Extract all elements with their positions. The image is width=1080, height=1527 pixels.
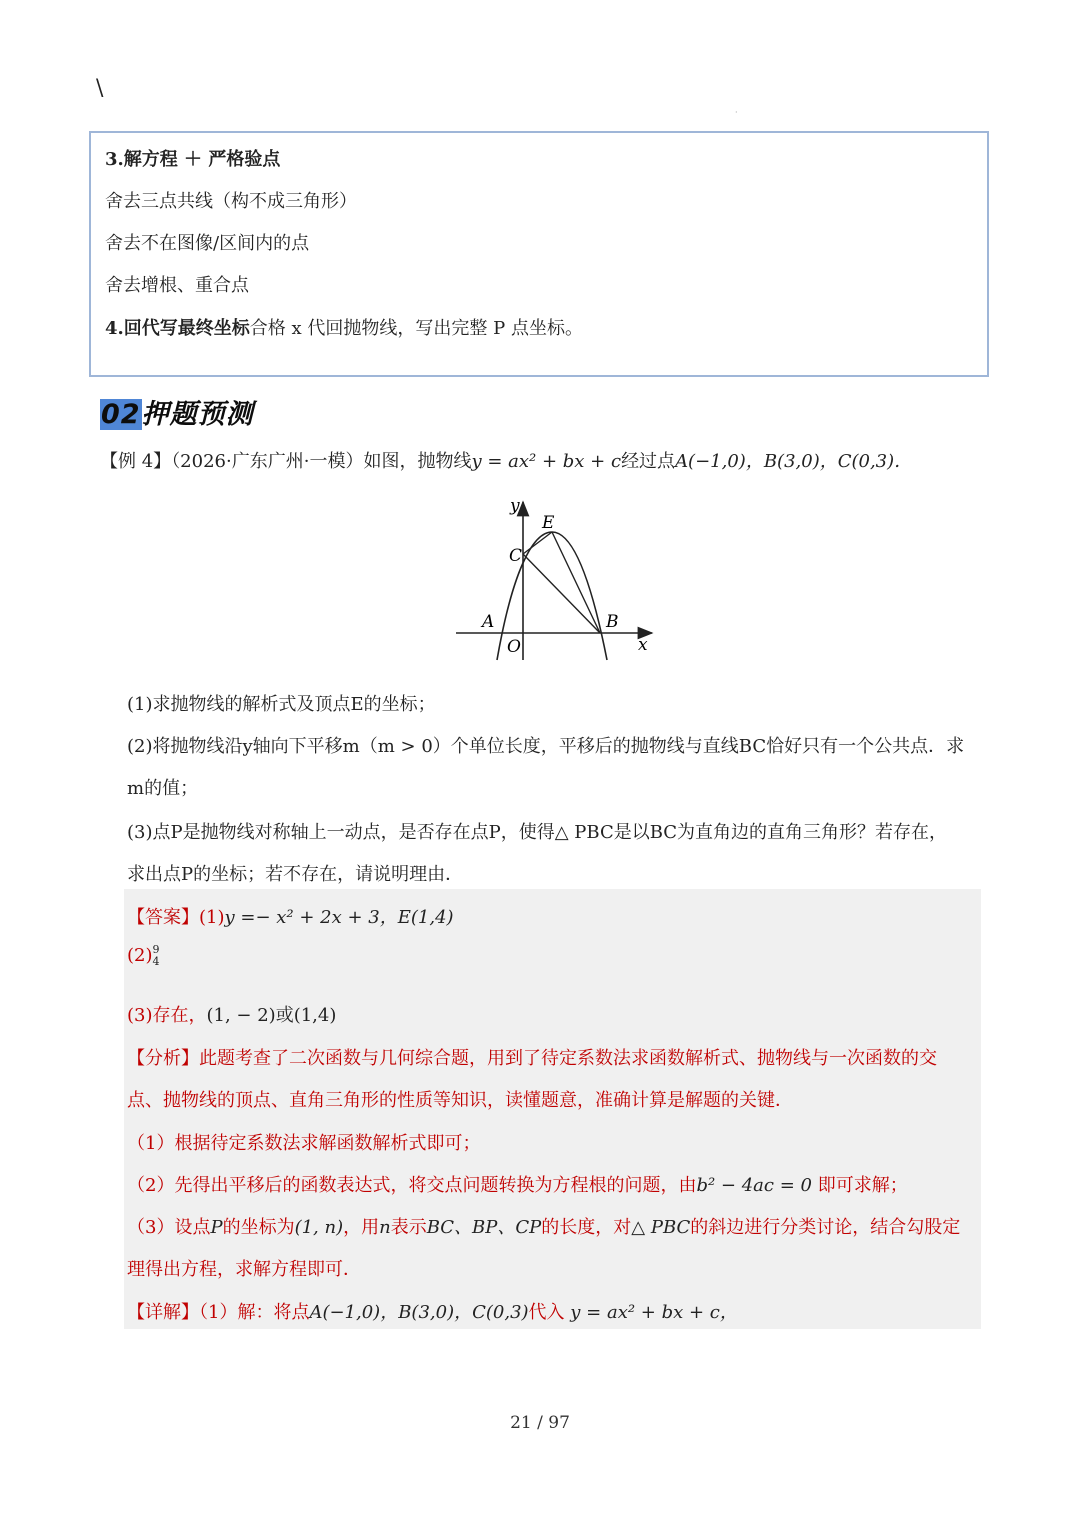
label-B: B — [606, 612, 619, 632]
detail-label: 【详解】 — [127, 1302, 199, 1323]
question-3-line-1: (3)点P是抛物线对称轴上一动点，是否存在点P，使得△ PBC是以BC为直角边的直角三角形？若存在， — [127, 822, 948, 843]
answer-1-prefix: (1) — [199, 907, 225, 928]
step3-item-2: 舍去不在图像/区间内的点 — [105, 233, 310, 254]
step3-item-3: 舍去增根、重合点 — [105, 275, 249, 296]
analysis-line-1 — [127, 1044, 937, 1070]
step4-title: 4.回代写最终坐标 — [105, 318, 250, 339]
step4-line — [105, 314, 583, 340]
answer-label: 【答案】 — [127, 907, 199, 928]
analysis-step-2 — [127, 1171, 908, 1197]
analysis-step-3-c: ，用 — [343, 1217, 380, 1238]
answer-1 — [127, 903, 454, 929]
label-y: y — [510, 496, 520, 516]
answer-2-prefix: (2) — [127, 945, 153, 966]
analysis-text-1: 此题考查了二次函数与几何综合题，用到了待定系数法求函数解析式、抛物线与一次函数的交 — [199, 1048, 937, 1069]
analysis-line-2: 点、抛物线的顶点、直角三角形的性质等知识，读懂题意，准确计算是解题的关键． — [127, 1090, 793, 1111]
label-A: A — [482, 612, 495, 632]
label-x: x — [638, 635, 648, 655]
question-2-line-2: m的值； — [127, 778, 199, 799]
example-text-b: 经过点 — [621, 451, 676, 472]
step3-title: 3.解方程 ＋ 严格验点 — [105, 149, 281, 170]
question-1: (1)求抛物线的解析式及顶点E的坐标； — [127, 694, 436, 715]
analysis-step-3 — [127, 1213, 960, 1239]
corner-dot: · — [735, 108, 738, 117]
example-equation: y = ax² + bx + c — [471, 451, 622, 472]
segment-CE — [523, 532, 552, 554]
detail-points: A(−1,0)，B(3,0)，C(0,3) — [309, 1302, 529, 1323]
example-label: 【例 4】 — [100, 451, 172, 472]
analysis-step-3-n: n — [379, 1217, 391, 1238]
analysis-step-3-line-2: 理得出方程，求解方程即可． — [127, 1259, 361, 1280]
section-heading — [100, 392, 254, 431]
step4-text: 合格 x 代回抛物线，写出完整 P 点坐标。 — [249, 318, 583, 339]
question-3-line-2: 求出点P的坐标；若不存在，请说明理由． — [127, 864, 464, 885]
detail-equation: y = ax² + bx + c， — [570, 1302, 738, 1323]
analysis-step-2-equation: b² − 4ac = 0 — [696, 1175, 812, 1196]
label-O: O — [507, 637, 521, 657]
segment-CB — [523, 554, 600, 633]
segment-EB — [552, 532, 600, 633]
question-2-line-1: (2)将抛物线沿y轴向下平移m（m > 0）个单位长度，平移后的抛物线与直线BC恰好只有一个公共点．求 — [127, 736, 965, 757]
analysis-step-3-point: (1, n) — [294, 1217, 344, 1238]
answer-3-value: (1, − 2)或(1,4) — [206, 1005, 337, 1026]
analysis-step-3-d: 表示 — [390, 1217, 427, 1238]
step3-item-1: 舍去三点共线（构不成三角形） — [105, 191, 357, 212]
example-statement — [100, 447, 912, 473]
example-source: （2026·广东广州·一模） — [171, 451, 364, 472]
top-mark: \ — [96, 76, 104, 101]
answer-3 — [127, 1001, 336, 1027]
label-C: C — [509, 546, 523, 566]
answer-2-denominator: 4 — [152, 955, 160, 968]
detail-line — [127, 1298, 738, 1324]
section-title: 押题预测 — [141, 399, 254, 430]
analysis-step-3-e: 的长度，对 — [541, 1217, 632, 1238]
detail-text-a: （1）解：将点 — [199, 1302, 310, 1323]
analysis-label: 【分析】 — [127, 1048, 199, 1069]
analysis-step-2-text: （2）先得出平移后的函数表达式，将交点问题转换为方程根的问题，由 — [127, 1175, 697, 1196]
page-number: 21 / 97 — [510, 1413, 570, 1433]
detail-text-b: 代入 — [528, 1302, 571, 1323]
answer-1-value: y =− x² + 2x + 3，E(1,4) — [224, 907, 454, 928]
answer-2 — [127, 944, 160, 968]
analysis-step-3-segments: BC、BP、CP — [426, 1217, 542, 1238]
analysis-step-3-a: （3）设点 — [127, 1217, 211, 1238]
analysis-step-3-b: 的坐标为 — [222, 1217, 295, 1238]
label-E: E — [542, 513, 555, 533]
example-points: A(−1,0)，B(3,0)，C(0,3)． — [675, 451, 913, 472]
example-text-a: 如图，抛物线 — [363, 451, 472, 472]
analysis-step-3-triangle: △ PBC — [631, 1217, 691, 1238]
analysis-step-1: （1）根据待定系数法求解函数解析式即可； — [127, 1133, 481, 1154]
answer-2-fraction — [153, 944, 160, 968]
answer-2-numerator: 9 — [152, 943, 160, 956]
analysis-step-3-f: 的斜边进行分类讨论，结合勾股定 — [690, 1217, 961, 1238]
analysis-step-2-tail: 即可求解； — [811, 1175, 908, 1196]
method-summary-box — [89, 131, 989, 377]
parabola-figure — [452, 494, 662, 662]
answer-3-prefix: (3)存在， — [127, 1005, 207, 1026]
section-number: 02 — [101, 399, 141, 430]
analysis-step-3-p: P — [210, 1217, 223, 1238]
